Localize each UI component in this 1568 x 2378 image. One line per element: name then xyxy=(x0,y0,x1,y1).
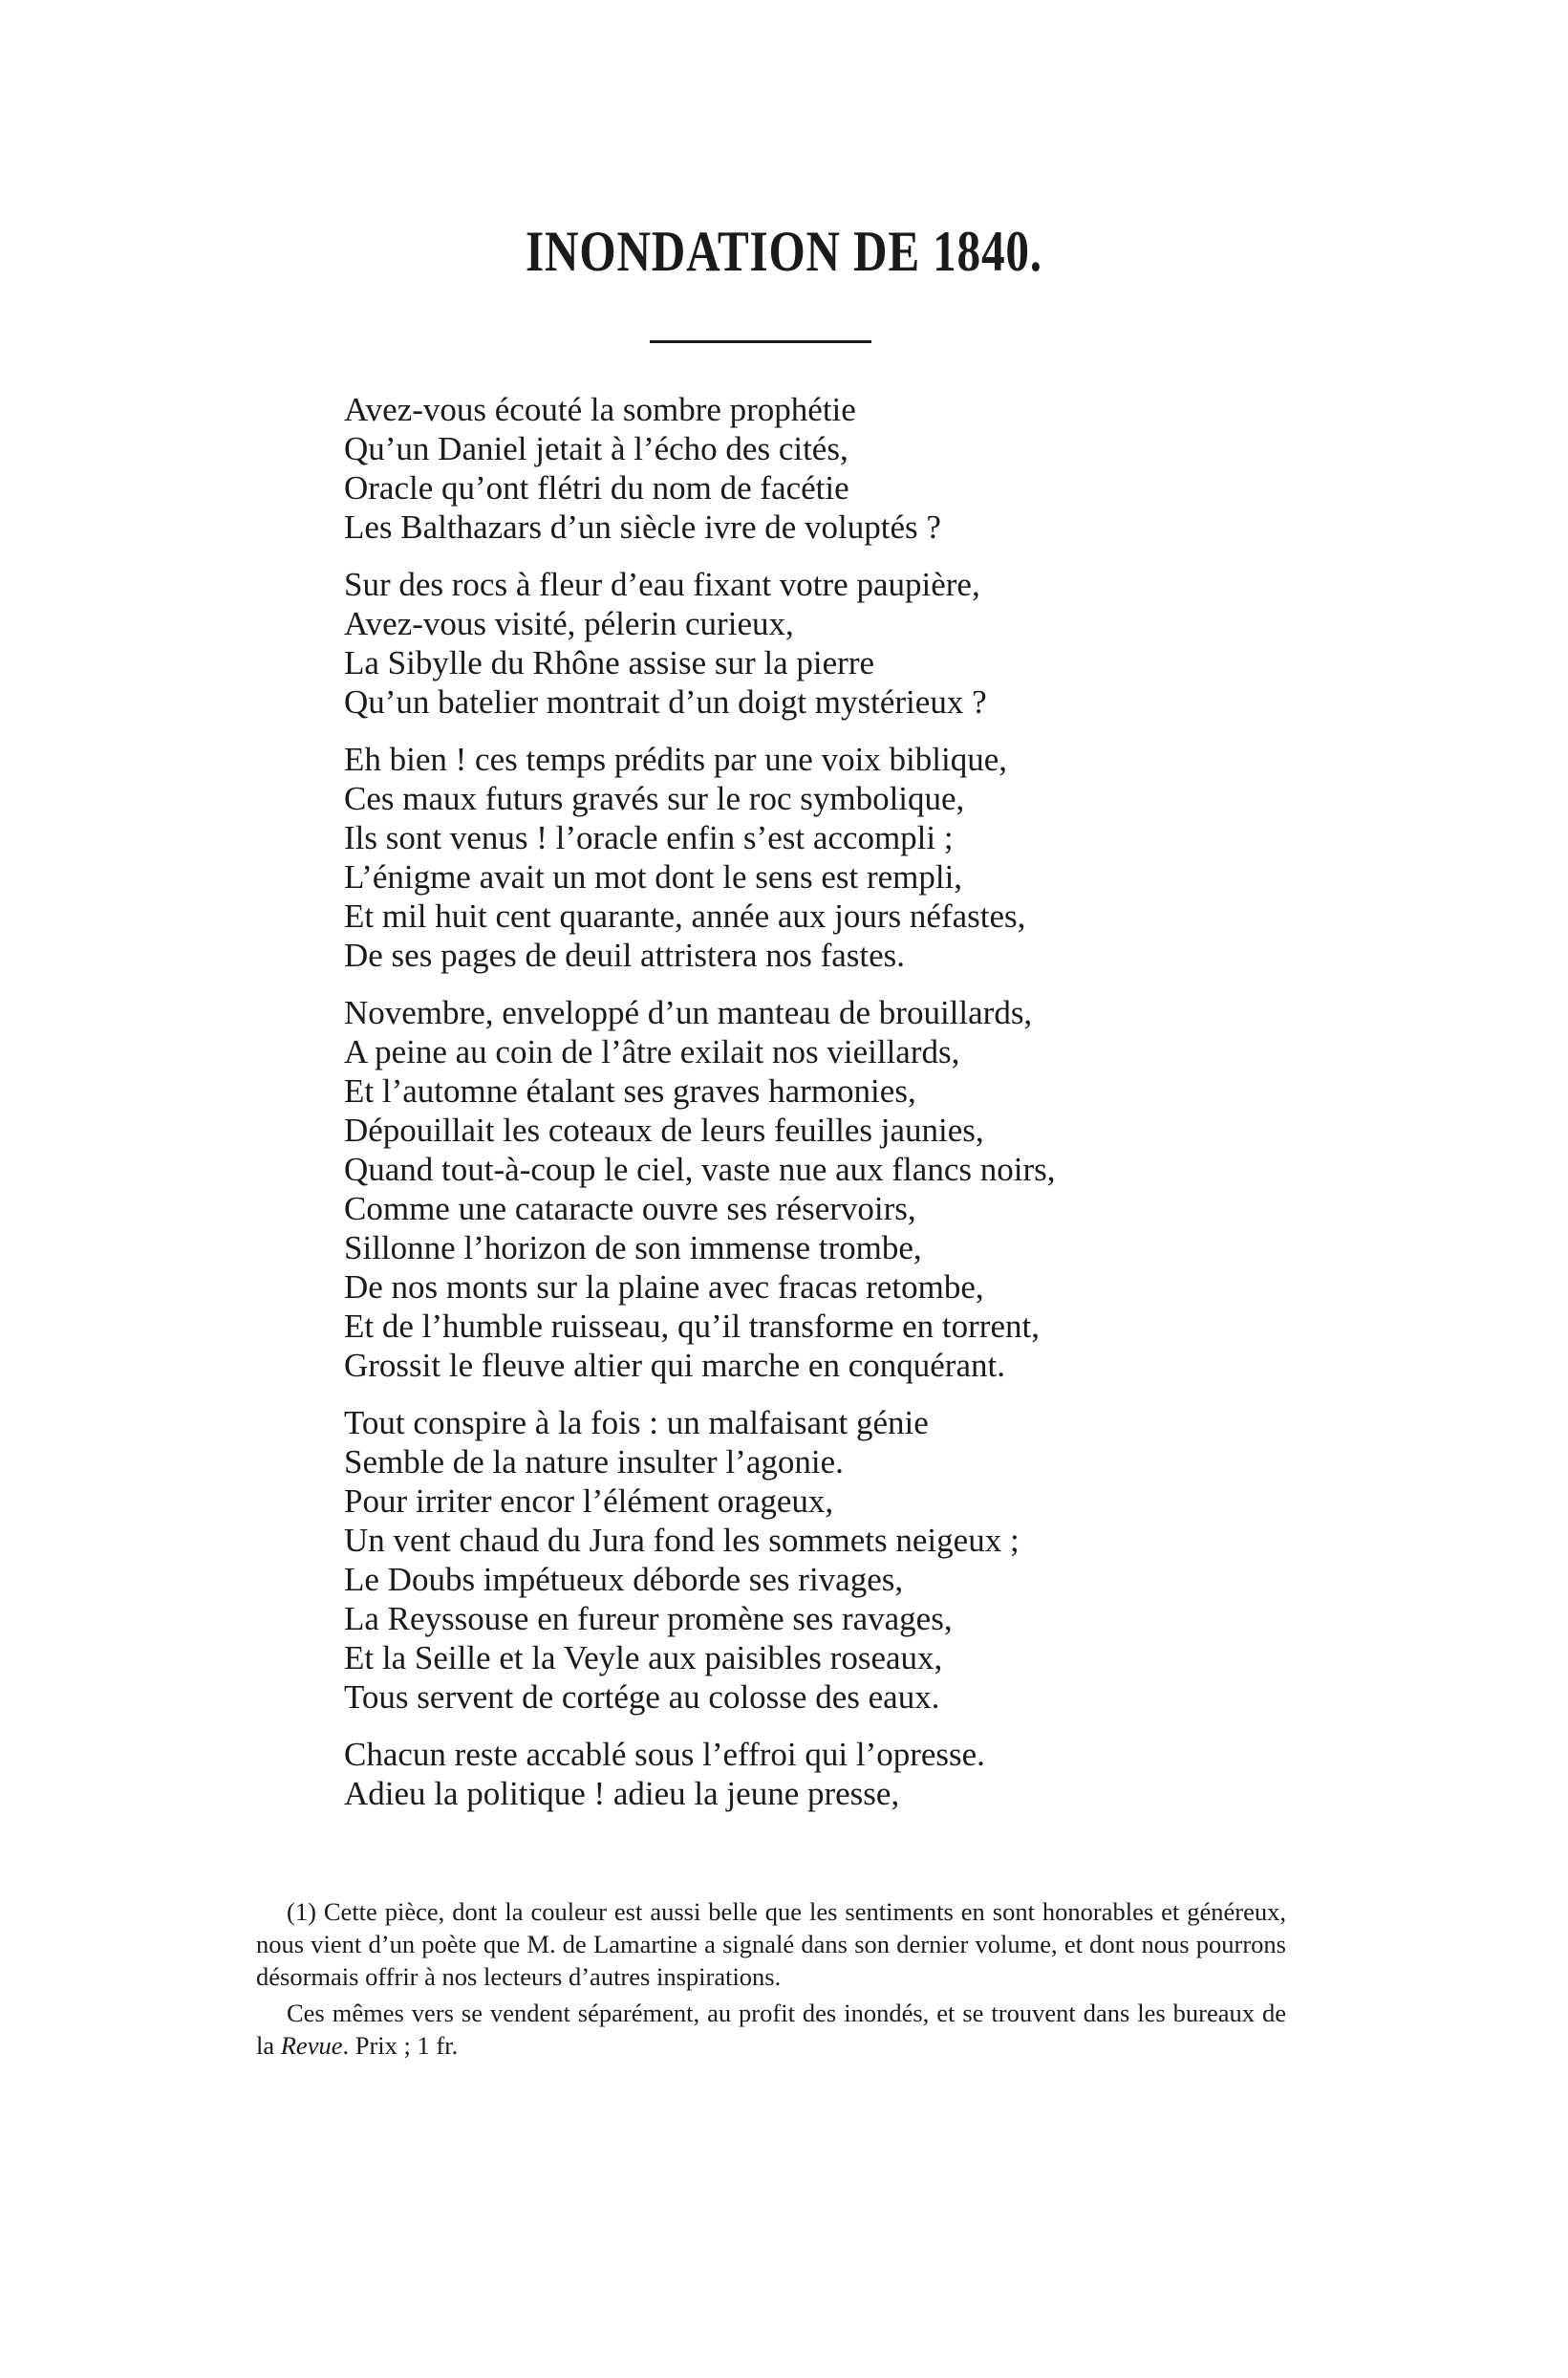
stanza xyxy=(344,740,1300,975)
verse-line: Le Doubs impétueux déborde ses rivages, xyxy=(344,1561,904,1598)
poem xyxy=(344,390,1300,1831)
verse-line: Eh bien ! ces temps prédits par une voix biblique, xyxy=(344,741,1008,778)
verse-line: La Sibylle du Rhône assise sur la pierre xyxy=(344,644,875,681)
verse-line: Qu’un batelier montrait d’un doigt mystérieux ? xyxy=(344,683,987,721)
verse-line: L’énigme avait un mot dont le sens est rempli, xyxy=(344,858,963,896)
title-divider xyxy=(650,340,871,343)
verse-line: Chacun reste accablé sous l’effroi qui l’opresse. xyxy=(344,1736,985,1773)
verse-line: Tous servent de cortége au colosse des eaux. xyxy=(344,1678,940,1716)
verse-line: La Reyssouse en fureur promène ses ravages, xyxy=(344,1600,953,1637)
page-title: INONDATION DE 1840. xyxy=(526,220,1042,283)
footnote-paragraph: (1) Cette pièce, dont la couleur est aussi belle que les sentiments en sont honorables et généreux, nous vient d’un poète que M. de Lamartine a signalé dans son dernier volume, et dont nous pourrons désormais offrir à nos lecteurs d’autres inspirations. xyxy=(256,1897,1286,1991)
verse-line: Ces maux futurs gravés sur le roc symbolique, xyxy=(344,780,965,817)
verse-line: Semble de la nature insulter l’agonie. xyxy=(344,1443,844,1481)
verse-line: Comme une cataracte ouvre ses réservoirs, xyxy=(344,1190,916,1227)
verse-line: Avez-vous visité, pélerin curieux, xyxy=(344,605,794,642)
verse-line: Et de l’humble ruisseau, qu’il transforme en torrent, xyxy=(344,1308,1040,1345)
verse-line: Ils sont venus ! l’oracle enfin s’est accompli ; xyxy=(344,819,954,856)
verse-line: Avez-vous écouté la sombre prophétie xyxy=(344,391,856,428)
verse-line: Et l’automne étalant ses graves harmonies, xyxy=(344,1072,916,1110)
footnote-paragraph xyxy=(256,1997,1286,2062)
verse-line: Pour irriter encor l’élément orageux, xyxy=(344,1482,834,1520)
verse-line: Qu’un Daniel jetait à l’écho des cités, xyxy=(344,430,848,467)
verse-line: Novembre, enveloppé d’un manteau de brouillards, xyxy=(344,994,1033,1031)
verse-line: A peine au coin de l’âtre exilait nos vieillards, xyxy=(344,1033,960,1070)
verse-line: Et la Seille et la Veyle aux paisibles roseaux, xyxy=(344,1639,943,1676)
verse-line: Adieu la politique ! adieu la jeune presse, xyxy=(344,1775,900,1812)
verse-line: Dépouillait les coteaux de leurs feuilles jaunies, xyxy=(344,1112,984,1149)
stanza xyxy=(344,1735,1300,1813)
footnote xyxy=(256,1895,1286,2065)
verse-line: Les Balthazars d’un siècle ivre de voluptés ? xyxy=(344,508,941,546)
verse-line: Oracle qu’ont flétri du nom de facétie xyxy=(344,469,849,507)
stanza xyxy=(344,993,1300,1385)
stanza xyxy=(344,390,1300,547)
verse-line: De nos monts sur la plaine avec fracas retombe, xyxy=(344,1268,984,1306)
stanza xyxy=(344,1403,1300,1717)
verse-line: Sillonne l’horizon de son immense trombe, xyxy=(344,1229,922,1266)
stanza xyxy=(344,565,1300,722)
footnote-text: . Prix ; 1 fr. xyxy=(342,2031,459,2060)
verse-line: Un vent chaud du Jura fond les sommets neigeux ; xyxy=(344,1522,1020,1559)
verse-line: Et mil huit cent quarante, année aux jours néfastes, xyxy=(344,897,1026,935)
verse-line: Quand tout-à-coup le ciel, vaste nue aux flancs noirs, xyxy=(344,1151,1056,1188)
verse-line: De ses pages de deuil attristera nos fastes. xyxy=(344,937,906,974)
verse-line: Sur des rocs à fleur d’eau fixant votre paupière, xyxy=(344,566,980,603)
verse-line: Grossit le fleuve altier qui marche en conquérant. xyxy=(344,1347,1005,1384)
footnote-italic-text: Revue xyxy=(280,2031,343,2060)
verse-line: Tout conspire à la fois : un malfaisant génie xyxy=(344,1404,929,1441)
footnote-text: Ces mêmes vers se vendent séparément, au profit des inondés, et se trouvent dans les bureaux de la xyxy=(256,1999,1286,2060)
